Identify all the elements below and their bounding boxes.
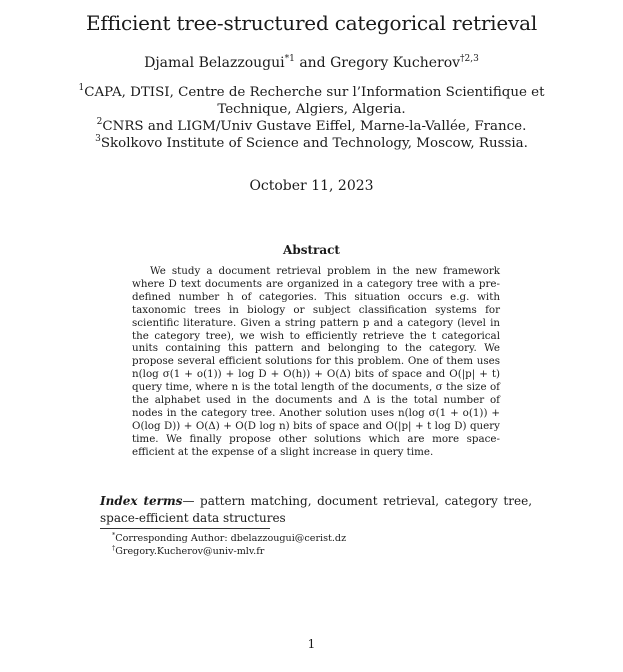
abstract-text: We study a document retrieval problem in the new framework where D text documents are organized in a category tree with a pre-defined number h of categories. This situation occurs e.g. with taxonomic trees in biology or subject classification systems for scientific literature. Given a string pattern p and a category (level in the category tree), we wish to efficiently retrieve the t categorical units containing this pattern and belonging to the category. We propose several efficient solutions for this problem. One of them uses n(log σ(1 + o(1)) + log D + O(h)) + O(Δ) bits of space and O(|p| + t) query time, where n is the total length of the documents, σ the size of the alphabet used in the documents and Δ is the total number of nodes in the category tree. Another solution uses n(log σ(1 + o(1)) + O(log D)) + O(Δ) + O(D log n) bits of space and O(|p| + t log D) query time. We finally propose other solutions which are more space-efficient at the expense of a slight increase in query time.: [132, 265, 500, 458]
paper-date: October 11, 2023: [249, 178, 374, 194]
affiliation-line: $^1$CAPA, DTISI, Centre de Recherche sur l’Information Scientifique et: [78, 83, 545, 100]
affiliation-line: $^2$CNRS and LIGM/Univ Gustave Eiffel, Marne-la-Vallée, France.: [96, 117, 527, 134]
abstract-body: [132, 265, 500, 459]
abstract-heading: Abstract: [283, 243, 340, 257]
footnote-text: Gregory.Kucherov@univ-mlv.fr: [115, 546, 265, 557]
index-terms: [100, 493, 532, 527]
affiliations: [0, 84, 623, 152]
footnote: [112, 545, 346, 558]
author-marks: *1: [284, 54, 295, 64]
footnote: [112, 532, 346, 545]
paper-title: Efficient tree-structured categorical retrieval: [85, 11, 538, 35]
footnotes: [112, 532, 346, 558]
author-name: Gregory Kucherov: [330, 55, 461, 71]
footnote-mark: †: [112, 544, 116, 552]
index-terms-text: — pattern matching, document retrieval, category tree, space-efficient data structures: [100, 494, 533, 525]
footnote-mark: *: [112, 531, 116, 539]
footnote-rule: [100, 528, 270, 529]
author-name: Djamal Belazzougui: [144, 55, 285, 71]
author-separator: and: [299, 55, 326, 71]
affiliation-mark: 3: [95, 134, 101, 144]
page-number: 1: [307, 637, 316, 651]
author-line: [0, 55, 623, 71]
author-marks: †2,3: [460, 54, 479, 64]
affiliation-line: $^3$Skolkovo Institute of Science and Technology, Moscow, Russia.: [95, 134, 528, 151]
affiliation-line: Technique, Algiers, Algeria.: [217, 102, 406, 117]
affiliation-mark: 1: [78, 83, 85, 93]
index-terms-label: Index terms: [100, 494, 183, 508]
footnote-text: Corresponding Author: dbelazzougui@cerist.dz: [115, 533, 347, 544]
affiliation-mark: 2: [96, 117, 103, 127]
